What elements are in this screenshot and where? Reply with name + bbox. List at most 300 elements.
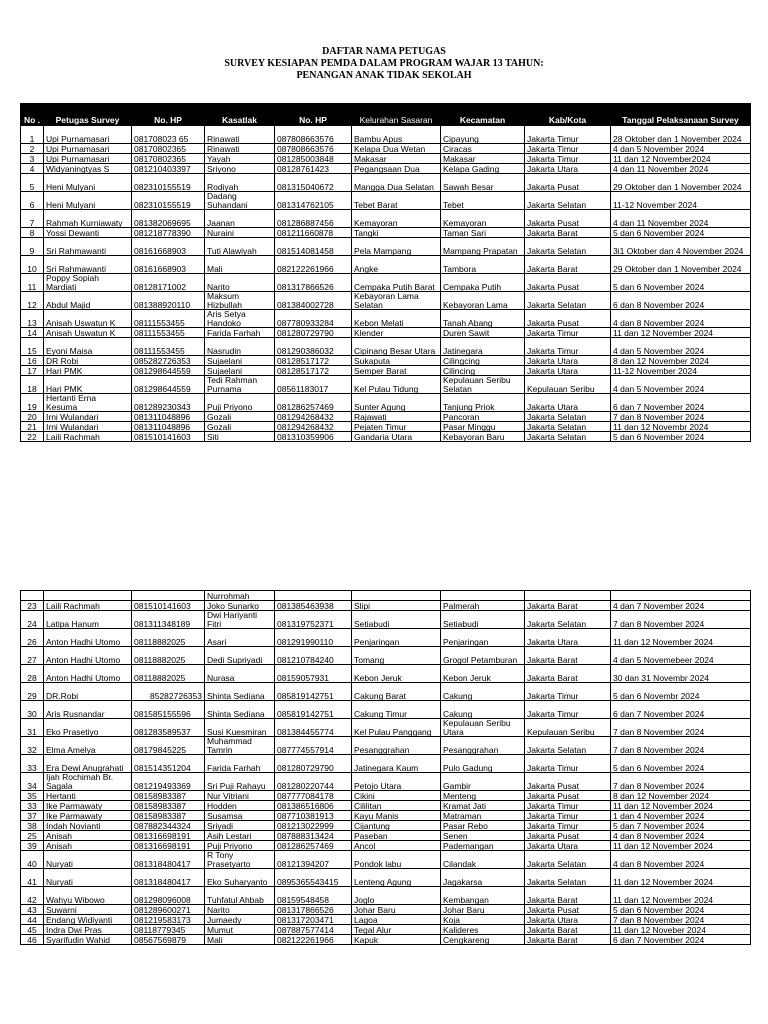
petugas-name-cell: Laili Rachmah [44, 432, 132, 442]
row-number-cell: 16 [21, 356, 44, 366]
petugas-phone-cell: 081585155596 [132, 701, 205, 719]
petugas-phone-cell: 087882344324 [132, 821, 205, 831]
row-number-cell: 4 [21, 164, 44, 174]
kab-kota-cell: Jakarta Barat [525, 256, 611, 274]
kecamatan-cell: Pademangan [441, 841, 525, 851]
kasatlak-phone-cell: 081290386032 [275, 338, 352, 356]
kasatlak-phone-cell: 08128761423 [275, 164, 352, 174]
petugas-phone-cell: 081218778390 [132, 228, 205, 238]
kasatlak-name-cell: Sriyadi [205, 821, 275, 831]
kecamatan-cell: Cakung [441, 683, 525, 701]
table-row [21, 755, 751, 773]
kab-kota-cell: Jakarta Utara [525, 841, 611, 851]
header-petugas: Petugas Survey [44, 104, 132, 126]
row-number-cell: 44 [21, 915, 44, 925]
kasatlak-phone-cell: 081315040672 [275, 174, 352, 192]
kab-kota-cell: Jakarta Barat [525, 887, 611, 905]
kelurahan-cell: Angke [352, 256, 441, 274]
kelurahan-cell: Pondok labu [352, 851, 441, 869]
kelurahan-cell: Petojo Utara [352, 773, 441, 791]
tanggal-survey-cell: 3i1 Oktober dan 4 November 2024 [611, 238, 751, 256]
kecamatan-cell: Koja [441, 915, 525, 925]
kab-kota-cell: Jakarta Timur [525, 338, 611, 356]
kecamatan-cell: Kebayoran Lama [441, 292, 525, 310]
kasatlak-name-cell: Tedi Rahman Purnama [205, 376, 275, 394]
row-number-cell: 34 [21, 773, 44, 791]
petugas-name-cell: Upi Purnamasari [44, 144, 132, 154]
kelurahan-cell: Setiabudi [352, 611, 441, 629]
kasatlak-name-cell: Rodiyah [205, 174, 275, 192]
row-number-cell: 8 [21, 228, 44, 238]
kelurahan-cell: Rajawati [352, 412, 441, 422]
table-row [21, 719, 751, 737]
petugas-phone-cell: 081316698191 [132, 841, 205, 851]
kasatlak-name-cell: Asih Lestari [205, 831, 275, 841]
kasatlak-phone-cell: 081280220744 [275, 773, 352, 791]
kasatlak-phone-cell: 081285003848 [275, 154, 352, 164]
kab-kota-cell: Jakarta Pusat [525, 773, 611, 791]
kelurahan-cell: Mangga Dua Selatan [352, 174, 441, 192]
kelurahan-cell: Kebon Jeruk [352, 665, 441, 683]
petugas-name-cell: Nuryati [44, 851, 132, 869]
petugas-name-cell [44, 591, 132, 601]
petugas-name-cell: Anisah Uswatun K [44, 328, 132, 338]
kelurahan-cell: Kayu Manis [352, 811, 441, 821]
table-row [21, 683, 751, 701]
kasatlak-name-cell: Mali [205, 935, 275, 945]
kasatlak-phone-cell: 08159057931 [275, 665, 352, 683]
kasatlak-phone-cell: 081291990110 [275, 629, 352, 647]
kelurahan-cell: Cakung Timur [352, 701, 441, 719]
petugas-name-cell: DR.Robi [44, 683, 132, 701]
kab-kota-cell: Jakarta Pusat [525, 310, 611, 328]
kasatlak-name-cell: Nasrudin [205, 338, 275, 356]
table-row [21, 292, 751, 310]
tanggal-survey-cell: 11 dan 12 November2024 [611, 154, 751, 164]
kelurahan-cell: Kelapa Dua Wetan [352, 144, 441, 154]
petugas-name-cell: Latipa Hanum [44, 611, 132, 629]
kasatlak-name-cell: Susi Kuesmiran [205, 719, 275, 737]
kasatlak-name-cell: Rinawati [205, 126, 275, 144]
tanggal-survey-cell: 5 dan 6 Novembr 2024 [611, 683, 751, 701]
kasatlak-phone-cell: 081386516806 [275, 801, 352, 811]
kelurahan-cell: Makasar [352, 154, 441, 164]
kasatlak-phone-cell: 085819142751 [275, 683, 352, 701]
kab-kota-cell: Jakarta Selatan [525, 422, 611, 432]
table-body-page1 [21, 126, 751, 442]
kasatlak-name-cell: Farida Farhah [205, 755, 275, 773]
kab-kota-cell: Jakarta Barat [525, 647, 611, 665]
table-row [21, 831, 751, 841]
petugas-name-cell: Anisah [44, 841, 132, 851]
row-number-cell: 40 [21, 851, 44, 869]
kecamatan-cell: Kepulauan Seribu Selatan [441, 376, 525, 394]
header-kecamatan: Kecamatan [441, 104, 525, 126]
table-row [21, 338, 751, 356]
table-row [21, 422, 751, 432]
kab-kota-cell: Jakarta Pusat [525, 791, 611, 801]
kecamatan-cell: Grogol Petamburan [441, 647, 525, 665]
header-kelurahan: Kelurahan Sasaran [352, 104, 441, 126]
kasatlak-phone-cell: 08128517172 [275, 356, 352, 366]
kasatlak-name-cell: Tuhfatul Ahbab [205, 887, 275, 905]
kasatlak-name-cell: Farida Farhah [205, 328, 275, 338]
kasatlak-phone-cell: 081286887456 [275, 210, 352, 228]
kasatlak-phone-cell: 087808663576 [275, 144, 352, 154]
kab-kota-cell: Jakarta Timur [525, 811, 611, 821]
kasatlak-name-cell: Maksum Hizbullah [205, 292, 275, 310]
tanggal-survey-cell: 8 dan 12 November 2024 [611, 356, 751, 366]
petugas-name-cell: Upi Purnamasari [44, 126, 132, 144]
tanggal-survey-cell: 11 dan 12 November 2024 [611, 869, 751, 887]
kasatlak-phone-cell: 087774557914 [275, 737, 352, 755]
kab-kota-cell: Jakarta Utara [525, 629, 611, 647]
kecamatan-cell: Tanjung Priok [441, 394, 525, 412]
table-row [21, 841, 751, 851]
kecamatan-cell: Cilandak [441, 851, 525, 869]
kelurahan-cell: Semper Barat [352, 366, 441, 376]
petugas-name-cell: Anisah Uswatun K [44, 310, 132, 328]
kasatlak-phone-cell: 087710381913 [275, 811, 352, 821]
kecamatan-cell: Kembangan [441, 887, 525, 905]
petugas-phone-cell: 081311348189 [132, 611, 205, 629]
row-number-cell: 1 [21, 126, 44, 144]
row-number-cell: 37 [21, 811, 44, 821]
kab-kota-cell: Kepulauan Seribu [525, 376, 611, 394]
tanggal-survey-cell: 6 dan 7 November 2024 [611, 935, 751, 945]
petugas-phone-cell: 081388920110 [132, 292, 205, 310]
petugas-phone-cell: 08111553455 [132, 310, 205, 328]
kelurahan-cell: Jatinegara Kaum [352, 755, 441, 773]
kecamatan-cell: Cempaka Putih [441, 274, 525, 292]
tanggal-survey-cell: 29 Oktober dan 1 November 2024 [611, 174, 751, 192]
petugas-phone-cell: 081298644559 [132, 366, 205, 376]
petugas-name-cell: Suwarni [44, 905, 132, 915]
tanggal-survey-cell: 5 dan 6 November 2024 [611, 432, 751, 442]
row-number-cell: 45 [21, 925, 44, 935]
row-number-cell: 33 [21, 755, 44, 773]
kelurahan-cell: Tebet Barat [352, 192, 441, 210]
tanggal-survey-cell: 7 dan 8 November 2024 [611, 719, 751, 737]
kecamatan-cell: Kramat Jati [441, 801, 525, 811]
table-row [21, 228, 751, 238]
petugas-phone-cell: 081283589537 [132, 719, 205, 737]
petugas-phone-cell: 08161668903 [132, 256, 205, 274]
row-number-cell: 5 [21, 174, 44, 192]
kecamatan-cell: Tambora [441, 256, 525, 274]
table-row [21, 591, 751, 601]
row-number-cell: 17 [21, 366, 44, 376]
kab-kota-cell: Jakarta Utara [525, 164, 611, 174]
kab-kota-cell: Jakarta Barat [525, 665, 611, 683]
kasatlak-name-cell: Nuraini [205, 228, 275, 238]
row-number-cell: 41 [21, 869, 44, 887]
kecamatan-cell: Cilincing [441, 366, 525, 376]
petugas-phone-cell: 08567569879 [132, 935, 205, 945]
petugas-phone-cell: 081311048896 [132, 412, 205, 422]
row-number-cell: 28 [21, 665, 44, 683]
table-row [21, 256, 751, 274]
kelurahan-cell: Gandaria Utara [352, 432, 441, 442]
kasatlak-phone-cell: 081317866526 [275, 274, 352, 292]
kasatlak-name-cell: Mali [205, 256, 275, 274]
tanggal-survey-cell: 4 dan 8 November 2024 [611, 851, 751, 869]
tanggal-survey-cell: 4 dan 11 November 2024 [611, 210, 751, 228]
kelurahan-cell: Cijantung [352, 821, 441, 831]
tanggal-survey-cell: 28 Oktober dan 1 November 2024 [611, 126, 751, 144]
table-row [21, 192, 751, 210]
kecamatan-cell: Makasar [441, 154, 525, 164]
table-row [21, 144, 751, 154]
row-number-cell: 3 [21, 154, 44, 164]
row-number-cell: 12 [21, 292, 44, 310]
row-number-cell: 39 [21, 841, 44, 851]
row-number-cell: 43 [21, 905, 44, 915]
table-row [21, 174, 751, 192]
table-row [21, 164, 751, 174]
petugas-name-cell: Irni Wulandari [44, 412, 132, 422]
kab-kota-cell: Jakarta Timur [525, 683, 611, 701]
petugas-name-cell: Anton Hadhi Utomo [44, 629, 132, 647]
tanggal-survey-cell: 6 dan 7 November 2024 [611, 394, 751, 412]
petugas-name-cell: Endang Widiyanti [44, 915, 132, 925]
table-row [21, 915, 751, 925]
kecamatan-cell: Cipayung [441, 126, 525, 144]
petugas-name-cell: Irni Wulandari [44, 422, 132, 432]
petugas-phone-cell: 081382069695 [132, 210, 205, 228]
header-kab-kota: Kab/Kota [525, 104, 611, 126]
table-row [21, 811, 751, 821]
kasatlak-name-cell: Shinta Sediana [205, 683, 275, 701]
petugas-phone-cell: 085282726353 [132, 356, 205, 366]
kasatlak-phone-cell: 082122261966 [275, 935, 352, 945]
petugas-phone-cell: 082310155519 [132, 174, 205, 192]
row-number-cell: 26 [21, 629, 44, 647]
kasatlak-name-cell: Narito [205, 274, 275, 292]
table-row [21, 376, 751, 394]
kab-kota-cell: Kepulauan Seribu [525, 719, 611, 737]
row-number-cell: 29 [21, 683, 44, 701]
table-row [21, 154, 751, 164]
kab-kota-cell: Jakarta Timur [525, 801, 611, 811]
header-tanggal: Tanggal Pelaksanaan Survey [611, 104, 751, 126]
kasatlak-name-cell: Sujaelani [205, 366, 275, 376]
row-number-cell: 46 [21, 935, 44, 945]
petugas-table-page1 [20, 103, 751, 442]
petugas-name-cell: Ike Parmawaty [44, 801, 132, 811]
row-number-cell: 24 [21, 611, 44, 629]
kelurahan-cell: Tegal Alur [352, 925, 441, 935]
petugas-name-cell: Anisah [44, 831, 132, 841]
kab-kota-cell: Jakarta Utara [525, 915, 611, 925]
kasatlak-name-cell: Puji Priyono [205, 841, 275, 851]
kasatlak-name-cell: Sujaelani [205, 356, 275, 366]
tanggal-survey-cell: 4 dan 5 November 2024 [611, 376, 751, 394]
petugas-phone-cell: 081219583173 [132, 915, 205, 925]
table-row [21, 274, 751, 292]
row-number-cell: 23 [21, 601, 44, 611]
tanggal-survey-cell: 4 dan 8 November 2024 [611, 831, 751, 841]
table-row [21, 629, 751, 647]
kecamatan-cell: Palmerah [441, 601, 525, 611]
kasatlak-name-cell: Joko Sunarko [205, 601, 275, 611]
kasatlak-name-cell: Susamsa [205, 811, 275, 821]
petugas-name-cell: Eko Prasetiyo [44, 719, 132, 737]
kasatlak-phone-cell: 081286257469 [275, 841, 352, 851]
tanggal-survey-cell: 4 dan 8 November 2024 [611, 310, 751, 328]
kelurahan-cell: Joglo [352, 887, 441, 905]
petugas-name-cell: Widyaningtyas S [44, 164, 132, 174]
table-row [21, 611, 751, 629]
kasatlak-phone-cell [275, 591, 352, 601]
kelurahan-cell: Tangki [352, 228, 441, 238]
kasatlak-phone-cell: 081310359906 [275, 432, 352, 442]
petugas-name-cell: DR Robi [44, 356, 132, 366]
kasatlak-name-cell: Siti [205, 432, 275, 442]
kasatlak-phone-cell: 082122261966 [275, 256, 352, 274]
petugas-name-cell: Anton Hadhi Utomo [44, 647, 132, 665]
kasatlak-name-cell: Gozali [205, 412, 275, 422]
kelurahan-cell: Sukaputa [352, 356, 441, 366]
table-row [21, 773, 751, 791]
kasatlak-phone-cell: 081384002728 [275, 292, 352, 310]
kab-kota-cell: Jakarta Barat [525, 601, 611, 611]
kasatlak-phone-cell: 081210784240 [275, 647, 352, 665]
tanggal-survey-cell: 5 dan 7 November 2024 [611, 821, 751, 831]
kecamatan-cell: Duren Sawit [441, 328, 525, 338]
row-number-cell: 19 [21, 394, 44, 412]
kab-kota-cell: Jakarta Pusat [525, 210, 611, 228]
kasatlak-phone-cell: 081317203471 [275, 915, 352, 925]
tanggal-survey-cell: 4 dan 7 November 2024 [611, 601, 751, 611]
row-number-cell: 21 [21, 422, 44, 432]
kelurahan-cell: Bambu Apus [352, 126, 441, 144]
kasatlak-phone-cell: 081385463938 [275, 601, 352, 611]
kab-kota-cell: Jakarta Selatan [525, 851, 611, 869]
table-row [21, 126, 751, 144]
row-number-cell: 35 [21, 791, 44, 801]
kecamatan-cell: Menteng [441, 791, 525, 801]
tanggal-survey-cell: 7 dan 8 November 2024 [611, 611, 751, 629]
kasatlak-name-cell: Yayah [205, 154, 275, 164]
petugas-phone-cell: 082310155519 [132, 192, 205, 210]
tanggal-survey-cell: 7 dan 8 November 2024 [611, 773, 751, 791]
tanggal-survey-cell: 4 dan 5 November 2024 [611, 144, 751, 154]
petugas-phone-cell: 081318480417 [132, 851, 205, 869]
table-row [21, 432, 751, 442]
kecamatan-cell: Pesanggrahan [441, 737, 525, 755]
kelurahan-cell: Tomang [352, 647, 441, 665]
petugas-phone-cell: 08158983387 [132, 791, 205, 801]
kasatlak-name-cell: Sri Puji Rahayu [205, 773, 275, 791]
kasatlak-name-cell: Nurrohmah [205, 591, 275, 601]
row-number-cell: 25 [21, 831, 44, 841]
kasatlak-phone-cell: 081317866526 [275, 905, 352, 915]
tanggal-survey-cell: 7 dan 8 November 2024 [611, 915, 751, 925]
kecamatan-cell: Taman Sari [441, 228, 525, 238]
table-row [21, 869, 751, 887]
kecamatan-cell: Cengkareng [441, 935, 525, 945]
kelurahan-cell: Cakung Barat [352, 683, 441, 701]
petugas-phone-cell: 08170802365 [132, 154, 205, 164]
petugas-name-cell: Ijah Rochimah Br. Sagala [44, 773, 132, 791]
kecamatan-cell: Pasar Rebo [441, 821, 525, 831]
kasatlak-name-cell: Asari [205, 629, 275, 647]
table-row [21, 737, 751, 755]
kab-kota-cell: Jakarta Timur [525, 126, 611, 144]
petugas-phone-cell: 08161668903 [132, 238, 205, 256]
kecamatan-cell: Matraman [441, 811, 525, 821]
kasatlak-phone-cell: 08128517172 [275, 366, 352, 376]
kecamatan-cell: Kebon Jeruk [441, 665, 525, 683]
tanggal-survey-cell: 5 dan 6 November 2024 [611, 274, 751, 292]
row-number-cell: 9 [21, 238, 44, 256]
kecamatan-cell: Tanah Abang [441, 310, 525, 328]
kecamatan-cell: Jagakarsa [441, 869, 525, 887]
kelurahan-cell: Lenteng Agung [352, 869, 441, 887]
kasatlak-name-cell: Gozali [205, 422, 275, 432]
kasatlak-phone-cell: 081280729790 [275, 755, 352, 773]
row-number-cell: 18 [21, 376, 44, 394]
tanggal-survey-cell: 11-12 November 2024 [611, 366, 751, 376]
kasatlak-phone-cell: 087888313424 [275, 831, 352, 841]
kasatlak-phone-cell: 081514081458 [275, 238, 352, 256]
tanggal-survey-cell: 6 dan 8 November 2024 [611, 292, 751, 310]
table-row [21, 701, 751, 719]
kasatlak-name-cell: Dadang Suhandani [205, 192, 275, 210]
kecamatan-cell: Ciracas [441, 144, 525, 154]
tanggal-survey-cell: 7 dan 8 November 2024 [611, 412, 751, 422]
petugas-name-cell: Hertanti [44, 791, 132, 801]
kasatlak-name-cell: Tuti Alawiyah [205, 238, 275, 256]
tanggal-survey-cell: 5 dan 6 November 2024 [611, 228, 751, 238]
petugas-phone-cell: 081219493369 [132, 773, 205, 791]
kecamatan-cell: Mampang Prapatan [441, 238, 525, 256]
kasatlak-phone-cell: 08561183017 [275, 376, 352, 394]
kelurahan-cell: Kel Pulau Panggang [352, 719, 441, 737]
petugas-name-cell: Yossi Dewanti [44, 228, 132, 238]
table-row [21, 801, 751, 811]
kelurahan-cell: Cempaka Putih Barat [352, 274, 441, 292]
kecamatan-cell: Jatinegara [441, 338, 525, 356]
petugas-name-cell: Syarifudin Wahid [44, 935, 132, 945]
kecamatan-cell: Kebayoran Baru [441, 432, 525, 442]
petugas-phone-cell: 081298644559 [132, 376, 205, 394]
doc-title-line2: SURVEY KESIAPAN PEMDA DALAM PROGRAM WAJAR 13 TAHUN: [224, 58, 544, 69]
kasatlak-phone-cell: 081211660878 [275, 228, 352, 238]
petugas-phone-cell: 081289230343 [132, 394, 205, 412]
kecamatan-cell: Kemayoran [441, 210, 525, 228]
kecamatan-cell: Kepulauan Seribu Utara [441, 719, 525, 737]
petugas-name-cell: Elma Amelya [44, 737, 132, 755]
kecamatan-cell: Setiabudi [441, 611, 525, 629]
row-number-cell: 2 [21, 144, 44, 154]
kab-kota-cell: Jakarta Timur [525, 154, 611, 164]
kelurahan-cell: Cililitan [352, 801, 441, 811]
table-row [21, 665, 751, 683]
petugas-phone-cell: 08170802365 [132, 144, 205, 154]
row-number-cell: 13 [21, 310, 44, 328]
kasatlak-phone-cell: 081384455774 [275, 719, 352, 737]
kasatlak-phone-cell: 08159548458 [275, 887, 352, 905]
table-row [21, 394, 751, 412]
kelurahan-cell: Kebayoran Lama Selatan [352, 292, 441, 310]
kab-kota-cell: Jakarta Selatan [525, 737, 611, 755]
petugas-phone-cell: 08118779345 [132, 925, 205, 935]
petugas-name-cell: Nuryati [44, 869, 132, 887]
row-number-cell: 14 [21, 328, 44, 338]
kasatlak-name-cell: Dwi Hariyanti Fitri [205, 611, 275, 629]
